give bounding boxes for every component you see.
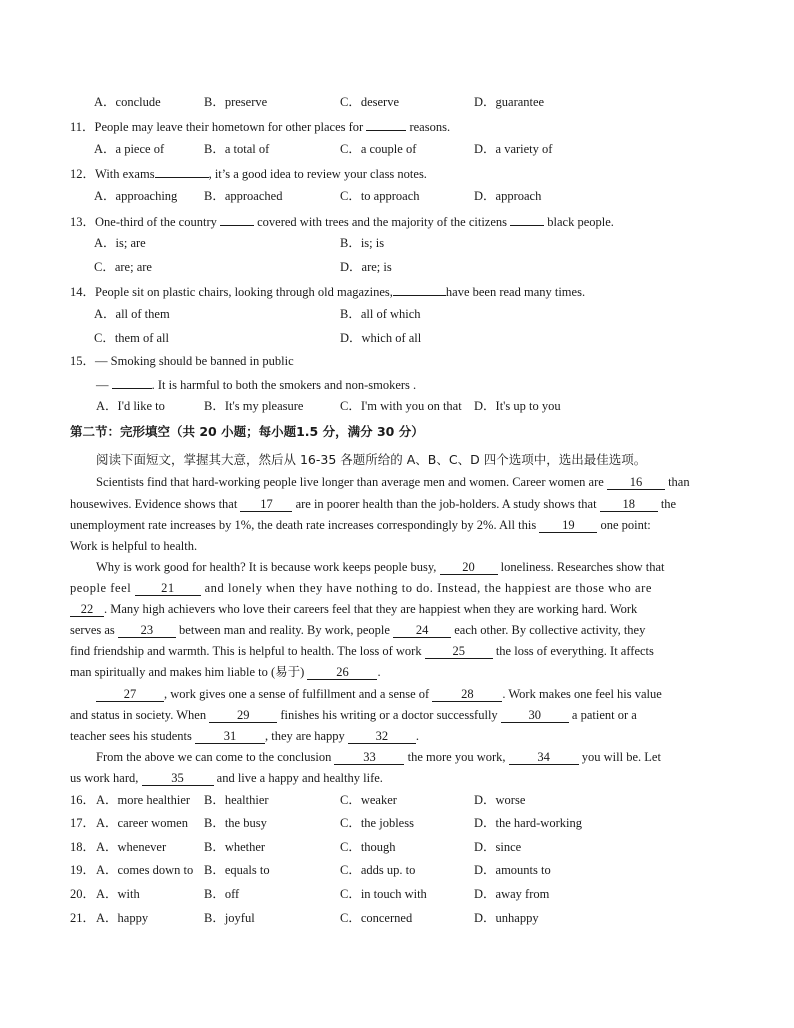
passage-text: , work gives one a sense of fulfillment and a sense of [164,687,433,701]
passage-text: and lonely when they have nothing to do. Instead, the happiest are those who are [200,581,652,595]
q10-option-a: A．conclude [94,95,161,109]
passage-text: . [377,665,381,679]
passage-text: each other. By collective activity, they [451,623,646,637]
blank [510,212,544,226]
blank-19: 19 [539,519,597,533]
passage-text: finishes his writing or a doctor successfully [277,708,501,722]
option-19-a: A．comes down to [96,863,194,877]
option-row-21-num: 21． [70,911,96,925]
option-16-b: B．healthier [204,793,269,807]
option-19-b: B．equals to [204,863,270,877]
blank-27: 27 [96,688,164,702]
q11-option-d: D．a variety of [474,142,553,156]
q14-text-post: have been read many times. [445,285,586,299]
q13-text-mid: covered with trees and the majority of the citizens [253,215,511,229]
option-16-c: C．weaker [340,793,397,807]
passage-text: and status in society. When [70,708,210,722]
question-number: 11． [70,120,95,134]
passage-line [96,559,665,575]
passage-text: From the above we can come to the conclusion [96,750,335,764]
passage-text: serves as [70,623,118,637]
q15-option-b: B．It's my pleasure [204,399,304,413]
option-row-17-num: 17． [70,816,96,830]
passage-text: . Many high achievers who love their careers feel that they are happiest when they are working hard. Work [104,602,638,616]
option-row-16-num: 16． [70,793,96,807]
blank [393,282,446,296]
blank-30: 30 [501,709,569,723]
passage-text: than [664,475,690,489]
q13-option-a: A．is; are [94,236,146,250]
q10-option-d: D．guarantee [474,95,545,109]
blank [220,212,254,226]
passage-text: unemployment rate increases by 1%, the death rate increases correspondingly by 2%. All this [70,518,540,532]
q11-text-pre: People may leave their hometown for other places for [94,120,367,134]
option-17-d: D．the hard-working [474,816,582,830]
blank-24: 24 [393,624,451,638]
passage-line [70,770,383,786]
passage-line [70,707,637,723]
blank-21: 21 [135,582,201,596]
blank [112,375,152,389]
blank-32: 32 [348,730,416,744]
passage-line [70,601,637,617]
question-number: 14． [70,285,96,299]
q15-option-c: C．I'm with you on that [340,399,462,413]
blank [366,117,406,131]
passage-text: the more you work, [404,750,509,764]
q12-option-b: B．approached [204,189,283,203]
q12-option-c: C．to approach [340,189,420,203]
q14-option-c: C．them of all [94,331,169,345]
blank-20: 20 [440,561,498,575]
q10-option-c: C．deserve [340,95,400,109]
q15-stem [70,353,294,369]
blank-25: 25 [425,645,493,659]
passage-text: , they are happy [264,729,348,743]
q13-option-c: C．are; are [94,260,152,274]
q13-stem [70,212,614,230]
q14-option-d: D．which of all [340,331,422,345]
q11-option-a: A．a piece of [94,142,165,156]
passage-line [70,664,381,680]
q12-option-a: A．approaching [94,189,178,203]
option-row-20-num: 20． [70,887,96,901]
option-16-d: D．worse [474,793,526,807]
passage-line [96,474,690,490]
option-20-c: C．in touch with [340,887,427,901]
q15-option-a: A．I'd like to [96,399,165,413]
passage-line [96,686,662,702]
option-21-b: B．joyful [204,911,255,925]
q12-option-d: D．approach [474,189,542,203]
option-20-d: D．away from [474,887,550,901]
passage-line: Work is helpful to health. [70,539,198,553]
passage-text: are in poorer health than the job-holders. A study shows that [292,497,600,511]
passage-text: the [657,497,677,511]
option-21-d: D．unhappy [474,911,539,925]
q13-text-pre: One-third of the country [95,215,220,229]
passage-text: man spiritually and makes him liable to (易于) [70,665,308,679]
option-18-d: D．since [474,840,522,854]
option-row-19-num: 19． [70,863,96,877]
option-row-18-num: 18． [70,840,96,854]
passage-line [96,749,661,765]
q14-option-a: A．all of them [94,307,170,321]
blank-33: 33 [334,751,404,765]
blank-23: 23 [118,624,176,638]
option-20-b: B．off [204,887,240,901]
q15-dialogue-1: — Smoking should be banned in public [95,354,294,368]
question-number: 12． [70,167,96,181]
passage-line [70,517,651,533]
blank-35: 35 [142,772,214,786]
option-20-a: A．with [96,887,140,901]
blank-16: 16 [607,476,665,490]
passage-text: housewives. Evidence shows that [70,497,241,511]
q13-option-d: D．are; is [340,260,392,274]
passage-text: the loss of everything. It affects [492,644,654,658]
blank-18: 18 [600,498,658,512]
q14-stem [70,282,585,300]
passage-text: people feel [70,581,135,595]
blank-22: 22 [70,603,104,617]
passage-text: . Work makes one feel his value [502,687,662,701]
section-instructions: 阅读下面短文，掌握其大意，然后从 16-35 各题所给的 A、B、C、D 四个选项中，选出最佳选项。 [96,452,647,467]
option-17-a: A．career women [96,816,188,830]
question-number: 15． [70,354,96,368]
q15-dialogue-2: . It is harmful to both the smokers and non-smokers . [151,378,417,392]
passage-text: Why is work good for health? It is because work keeps people busy, [96,560,440,574]
option-18-a: A．whenever [96,840,167,854]
q11-stem [70,117,450,135]
option-19-c: C．adds up. to [340,863,416,877]
q10-option-b: B．preserve [204,95,268,109]
q14-text-pre: People sit on plastic chairs, looking through old magazines, [95,285,393,299]
passage-text: a patient or a [568,708,637,722]
passage-text: you will be. Let [578,750,661,764]
option-17-c: C．the jobless [340,816,414,830]
blank [155,164,209,178]
passage-line [70,580,652,596]
blank-17: 17 [240,498,292,512]
option-18-c: C．though [340,840,396,854]
passage-text: and live a happy and healthy life. [213,771,383,785]
passage-text: find friendship and warmth. This is helpful to health. The loss of work [70,644,425,658]
q12-text-post: , it’s a good idea to review your class notes. [208,167,427,181]
blank-28: 28 [432,688,502,702]
passage-line [70,622,645,638]
q11-text-post: reasons. [406,120,451,134]
passage-text: us work hard, [70,771,142,785]
option-18-b: B．whether [204,840,266,854]
q15-reply [96,375,416,393]
q14-option-b: B．all of which [340,307,421,321]
option-21-a: A．happy [96,911,149,925]
option-21-c: C．concerned [340,911,413,925]
section-title: 第二节：完形填空（共 20 小题；每小题1.5 分，满分 30 分） [70,424,424,439]
q13-text-post: black people. [544,215,614,229]
passage-text: between man and reality. By work, people [175,623,394,637]
passage-text: one point: [597,518,651,532]
q12-stem [70,164,427,182]
passage-text: Scientists find that hard-working people live longer than average men and women. Career women are [96,475,607,489]
passage-text: . [415,729,420,743]
q12-text-pre: With exams [95,167,155,181]
passage-line [70,728,419,744]
option-19-d: D．amounts to [474,863,551,877]
q15-dash: — [96,378,112,392]
passage-text: loneliness. Researches show that [497,560,665,574]
passage-line [70,496,676,512]
passage-line [70,643,654,659]
passage-text: teacher sees his students [70,729,195,743]
option-16-a: A．more healthier [96,793,191,807]
option-17-b: B．the busy [204,816,267,830]
q11-option-c: C．a couple of [340,142,417,156]
q13-option-b: B．is; is [340,236,385,250]
blank-34: 34 [509,751,579,765]
q11-option-b: B．a total of [204,142,270,156]
blank-31: 31 [195,730,265,744]
q15-option-d: D．It's up to you [474,399,561,413]
blank-26: 26 [307,666,377,680]
blank-29: 29 [209,709,277,723]
question-number: 13． [70,215,96,229]
